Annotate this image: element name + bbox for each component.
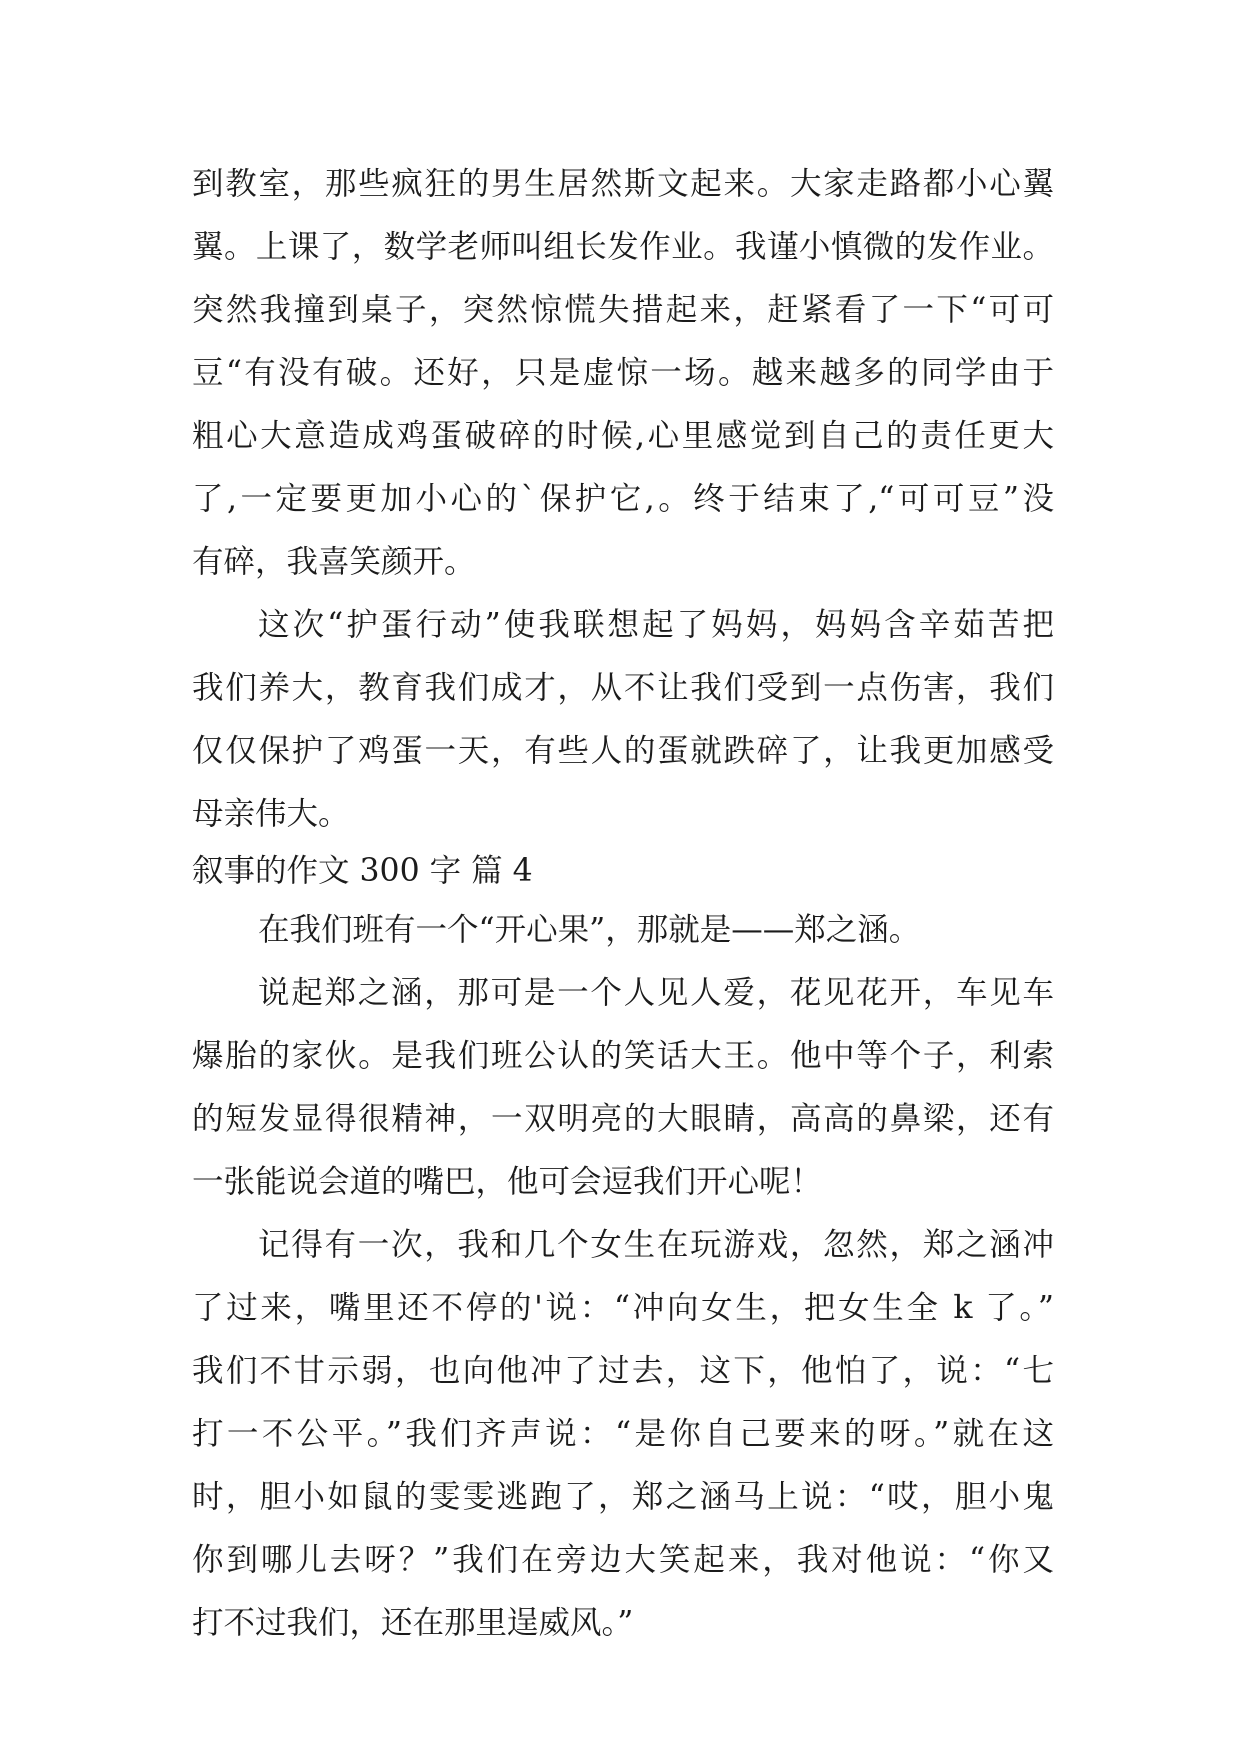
paragraph-line: 了,一定要更加小心的`保护它,。终于结束了,“可可豆”没 bbox=[192, 481, 1054, 517]
paragraph-line: 翼。上课了，数学老师叫组长发作业。我谨小慎微的发作业。 bbox=[192, 229, 1054, 265]
paragraph-first-line: 记得有一次，我和几个女生在玩游戏，忽然，郑之涵冲 bbox=[258, 1227, 1054, 1263]
paragraph-line: 的短发显得很精神，一双明亮的大眼睛，高高的鼻梁，还有 bbox=[192, 1101, 1054, 1137]
paragraph-line: 我们不甘示弱，也向他冲了过去，这下，他怕了，说：“七 bbox=[192, 1353, 1054, 1389]
section-heading: 叙事的作文 300 字 篇 4 bbox=[192, 853, 533, 889]
paragraph-line: 爆胎的家伙。是我们班公认的笑话大王。他中等个子，利索 bbox=[192, 1038, 1054, 1074]
paragraph-line: 到教室，那些疯狂的男生居然斯文起来。大家走路都小心翼 bbox=[192, 166, 1054, 202]
paragraph-line: 时，胆小如鼠的雯雯逃跑了，郑之涵马上说：“哎，胆小鬼 bbox=[192, 1479, 1054, 1515]
paragraph-line: 我们养大，教育我们成才，从不让我们受到一点伤害，我们 bbox=[192, 670, 1054, 706]
paragraph-first-line: 这次“护蛋行动”使我联想起了妈妈，妈妈含辛茹苦把 bbox=[258, 607, 1054, 643]
paragraph-first-line: 说起郑之涵，那可是一个人见人爱，花见花开，车见车 bbox=[258, 975, 1054, 1011]
paragraph-line: 仅仅保护了鸡蛋一天，有些人的蛋就跌碎了，让我更加感受 bbox=[192, 733, 1054, 769]
paragraph-line: 母亲伟大。 bbox=[192, 796, 350, 832]
paragraph-line: 粗心大意造成鸡蛋破碎的时候,心里感觉到自己的责任更大 bbox=[192, 418, 1054, 454]
paragraph-line: 了过来，嘴里还不停的'说：“冲向女生，把女生全 k 了。” bbox=[192, 1290, 1054, 1326]
paragraph-first-line: 在我们班有一个“开心果”，那就是——郑之涵。 bbox=[258, 912, 921, 948]
paragraph-line: 打一不公平。”我们齐声说：“是你自己要来的呀。”就在这 bbox=[192, 1416, 1054, 1452]
paragraph-line: 你到哪儿去呀？”我们在旁边大笑起来，我对他说：“你又 bbox=[192, 1542, 1054, 1578]
paragraph-line: 有碎，我喜笑颜开。 bbox=[192, 544, 476, 580]
paragraph-line: 一张能说会道的嘴巴，他可会逗我们开心呢！ bbox=[192, 1164, 823, 1200]
paragraph-line: 豆“有没有破。还好，只是虚惊一场。越来越多的同学由于 bbox=[192, 355, 1054, 391]
paragraph-line: 突然我撞到桌子，突然惊慌失措起来，赶紧看了一下“可可 bbox=[192, 292, 1054, 328]
paragraph-line: 打不过我们，还在那里逞威风。” bbox=[192, 1605, 634, 1641]
